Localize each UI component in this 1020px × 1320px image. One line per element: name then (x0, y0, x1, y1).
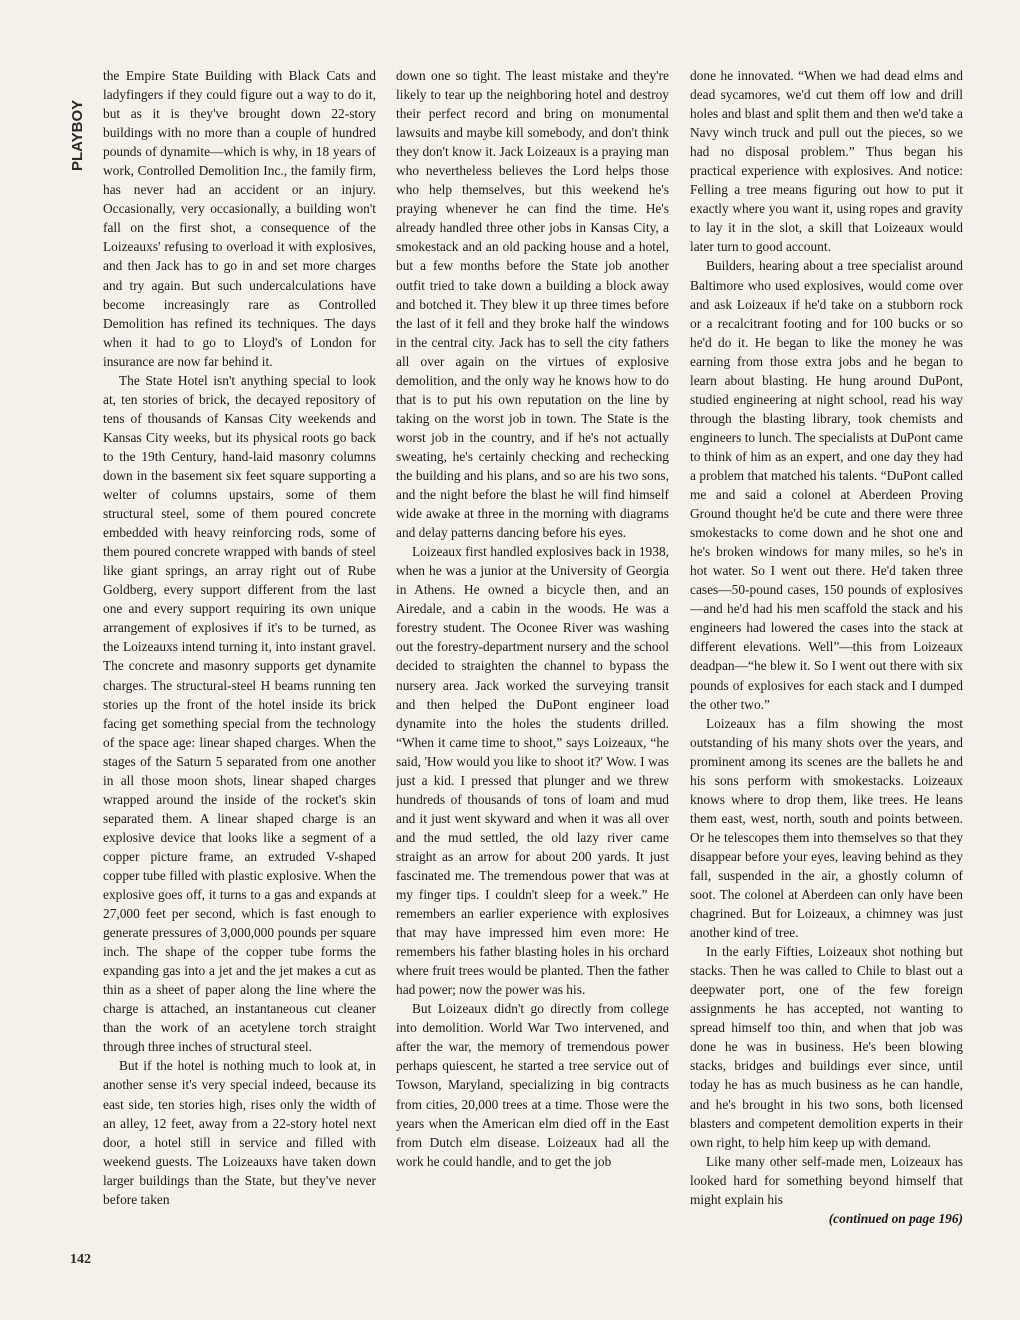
paragraph: the Empire State Building with Black Cats and ladyfingers if they could figure out a way to do it, but as it is they've brought down 22-story buildings with no more than a couple of hundred pounds of dynamite—which is why, in 18 years of work, Controlled Demolition Inc., the family firm, has never had an accident or an injury. Occasionally, very occasionally, a building won't fall on the first shot, a consequence of the Loizeauxs' refusing to overload it with explosives, and then Jack has to go in and set more charges and try again. But such undercalculations have become increasingly rare as Controlled Demolition has refined its techniques. The days when it had to go to Lloyd's of London for insurance are now far behind it. (103, 68, 376, 369)
paragraph: Loizeaux first handled explosives back in 1938, when he was a junior at the University of Georgia in Athens. He owned a bicycle then, and an Airedale, and a cabin in the woods. He was a forestry student. The Oconee River was washing out the forestry-department nursery and the school decided to straighten the channel to bypass the nursery area. Jack worked the surveying transit and then helped the DuPont engineer load dynamite into the holes the students drilled. “When it came time to shoot,” says Loizeaux, “he said, 'How would you like to shoot it?' Wow. I was just a kid. I pressed that plunger and we threw hundreds of thousands of tons of loam and mud and it just went skyward and when it was all over and the mud settled, the old lazy river came straight as an arrow for about 200 yards. It just fascinated me. The tremendous power that was at my finger tips. I couldn't sleep for a week.” He remembers an earlier experience with explosives that may have impressed him even more: He remembers his father blasting holes in his orchard where fruit trees would be planted. Then the father had power; now the power was his. (396, 544, 669, 998)
masthead: PLAYBOY (69, 99, 86, 171)
paragraph: Like many other self-made men, Loizeaux has looked hard for something beyond himself that might explain his (690, 1153, 963, 1207)
column-1 (103, 66, 376, 1276)
column-3 (690, 66, 963, 1276)
page-number: 142 (70, 1252, 91, 1267)
paragraph: In the early Fifties, Loizeaux shot nothing but stacks. Then he was called to Chile to blast out a deepwater port, one of the few foreign assignments he has accepted, not wanting to spread himself too thin, and when that job was done he was in business. He's been blowing stacks, bridges and buildings ever since, until today he has as much business as he can handle, and he's brought in his two sons, both licensed blasters and competent demolition experts in their own right, to help him keep up with demand. (690, 944, 963, 1150)
paragraph: But if the hotel is nothing much to look at, in another sense it's very special indeed, because its east side, ten stories high, rises only the width of an alley, 12 feet, away from a 22-story hotel next door, a hotel still in service and filled with weekend guests. The Loizeauxs have taken down larger buildings than the State, but they've never before taken (103, 1058, 376, 1207)
paragraph: But Loizeaux didn't go directly from college into demolition. World War Two intervened, and after the war, the memory of tremendous power perhaps quiescent, he started a tree service out of Towson, Maryland, specializing in big contracts from cities, 20,000 trees at a time. Those were the years when the American elm died off in the East from Dutch elm disease. Loizeaux had all the work he could handle, and to get the job (396, 1001, 669, 1169)
continued-note: (continued on page 196) (828, 1210, 963, 1226)
paragraph: The State Hotel isn't anything special to look at, ten stories of brick, the decayed repository of tens of thousands of Kansas City weekends and Kansas City weeks, but its physical roots go back to the 19th Century, hand-laid masonry columns down in the basement six feet square supporting a welter of columns upstairs, some of them structural steel, some of them poured concrete embedded with heavy reinforcing rods, some of them poured concrete wrapped with bands of steel like giant springs, an array right out of Rube Goldberg, every support different from the last one and every support requiring its own unique arrangement of explosives if it's to be turned, as the Loizeauxs intend turning it, into instant gravel. The concrete and masonry supports get dynamite charges. The structural-steel H beams running ten stories up the front of the hotel inside its brick facing get something special from the technology of the space age: linear shaped charges. When the stages of the Saturn 5 separated from one another in all those moon shots, linear shaped charges wrapped around the inside of the rocket's skin separated them. A linear shaped charge is an explosive device that looks like a segment of a copper picture frame, an extruded V-shaped copper tube filled with plastic explosive. When the explosive goes off, it turns to a gas and expands at 27,000 feet per second, which is fast enough to generate pressures of 3,000,000 pounds per square inch. The shape of the copper tube forms the expanding gas into a jet and the jet makes a cut as thin as a sheet of paper along the line where the charge is attached, an instantaneous cut cleaner than the work of an acetylene torch straight through three inches of structural steel. (103, 372, 376, 1055)
paragraph: Builders, hearing about a tree specialist around Baltimore who used explosives, would come over and ask Loizeaux if he'd take on a stubborn rock or a recalcitrant footing and for 100 bucks or so he'd do it. He began to like the money he was earning from those extra jobs and he began to learn about blasting. He hung around DuPont, studied engineering at night school, read his way through the blasting library, took chemists and engineers to lunch. The specialists at DuPont came to think of him as an expert, and one day they had a problem that matched his talents. “DuPont called me and said a colonel at Aberdeen Proving Ground thought he'd be cute and there were three smokestacks to come down and he shot one and he's broken windows for many miles, so he's in hot water. So I went out there. He'd taken three cases—50-pound cases, 150 pounds of explosives—and he'd had his men scaffold the stack and his engineers had lowered the cases into the stack at different elevations. Well”—this from Loizeaux deadpan—“he blew it. So I went out there with six pounds of explosives for each stack and I dumped the other two.” (690, 258, 963, 712)
paragraph: done he innovated. “When we had dead elms and dead sycamores, we'd cut them off low and drill holes and blast and split them and then we'd take a Navy winch truck and pull out the pieces, so we had no disposal problem.” Thus began his practical experience with explosives. And notice: Felling a tree means figuring out how to put it exactly where you want it, using ropes and gravity to lay it in the slot, a skill that Loizeaux would later turn to good account. (690, 68, 963, 255)
column-2 (396, 66, 669, 1276)
paragraph: down one so tight. The least mistake and they're likely to tear up the neighboring hotel and destroy their perfect record and bring on monumental lawsuits and maybe kill somebody, and don't think they don't know it. Jack Loizeaux is a praying man who nevertheless believes the Lord helps those who help themselves, but this weekend he's praying whenever he can find the time. He's already handled three other jobs in Kansas City, a smokestack and an old packing house and a hotel, but a few months before the State job another outfit tried to take down a building a block away and botched it. They blew it up three times before the last of it fell and they broke half the windows in the central city. Jack has to sell the city fathers all over again on the virtues of explosive demolition, and the only way he knows how to do that is to put his own reputation on the line by taking on the worst job in town. The State is the worst job in the country, and if he's not actually sweating, he's certainly checking and rechecking the building and his plans, and so are his two sons, and the night before the blast he will find himself wide awake at three in the morning with diagrams and delay patterns dancing before his eyes. (396, 68, 669, 541)
paragraph: Loizeaux has a film showing the most outstanding of his many shots over the years, and prominent among its scenes are the ballets he and his sons perform with smokestacks. Loizeaux knows where to drop them, like trees. He leans them east, west, north, south and points between. Or he telescopes them into themselves so that they disappear before your eyes, leaving behind as they fall, suspended in the air, a ghostly column of soot. The colonel at Aberdeen can only have been chagrined. But for Loizeaux, a chimney was just another kind of tree. (690, 715, 963, 941)
